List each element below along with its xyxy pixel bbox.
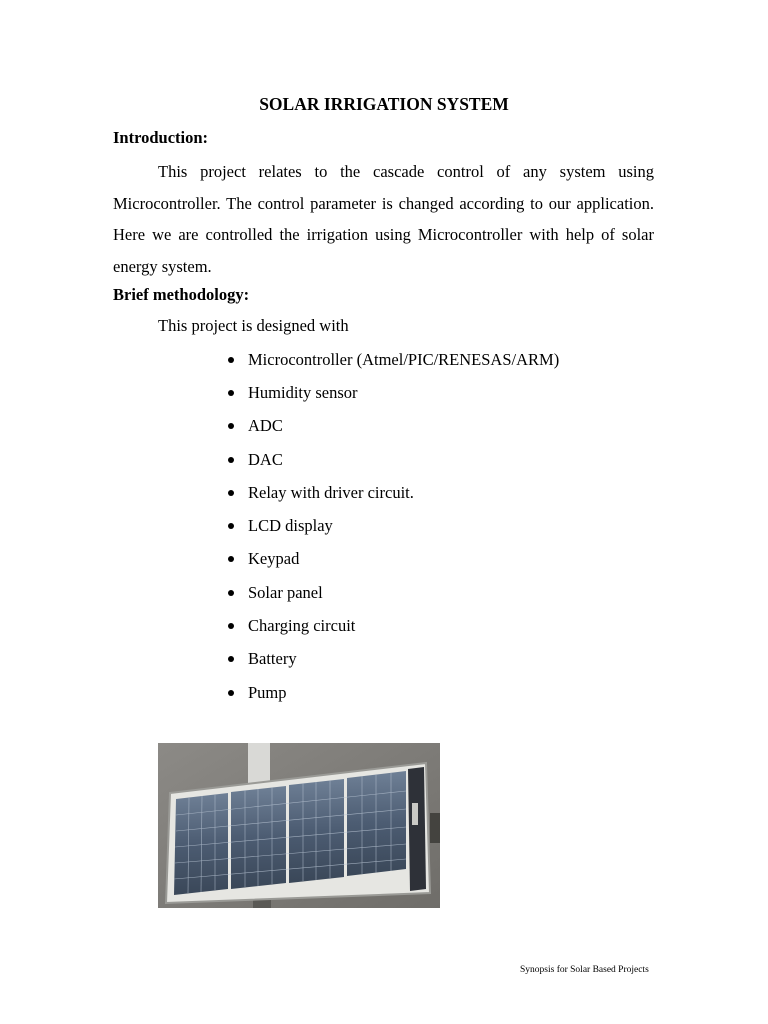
list-item [226,509,559,542]
bullet-icon [228,656,234,662]
component-label: Battery [248,649,297,669]
introduction-heading: Introduction: [113,128,209,147]
component-label: Solar panel [248,582,323,602]
list-item [226,643,559,676]
list-item [226,543,559,576]
component-label: LCD display [248,516,333,536]
list-item [226,676,559,709]
solar-panel-photo [158,743,440,908]
list-item [226,576,559,609]
bullet-icon [228,690,234,696]
bullet-icon [228,523,234,529]
bullet-icon [228,357,234,363]
bullet-icon [228,590,234,596]
bullet-icon [228,423,234,429]
bullet-icon [228,623,234,629]
list-item [226,343,559,376]
methodology-heading: Brief methodology: [113,285,250,304]
bullet-icon [228,390,234,396]
component-label: Charging circuit [248,616,356,636]
component-label: Keypad [248,549,300,569]
list-item [226,443,559,476]
component-label: Relay with driver circuit. [248,482,414,502]
page-title: SOLAR IRRIGATION SYSTEM [259,94,509,114]
bullet-icon [228,457,234,463]
list-item [226,609,559,642]
list-item [226,476,559,509]
component-list [226,343,559,709]
component-label: Humidity sensor [248,382,358,402]
list-item [226,376,559,409]
component-label: Pump [248,682,287,702]
component-label: DAC [248,449,283,469]
introduction-paragraph: This project relates to the cascade control of any system using Microcontroller. The control parameter is changed according to our application. Here we are controlled the irrigation using Microcontroller with help of solar energy system. [113,162,654,276]
page-footer: Synopsis for Solar Based Projects [520,965,649,975]
component-label: Microcontroller (Atmel/PIC/RENESAS/ARM) [248,349,560,369]
bullet-icon [228,490,234,496]
component-label: ADC [248,416,283,436]
bullet-icon [228,556,234,562]
methodology-intro: This project is designed with [158,316,349,335]
list-item [226,410,559,443]
